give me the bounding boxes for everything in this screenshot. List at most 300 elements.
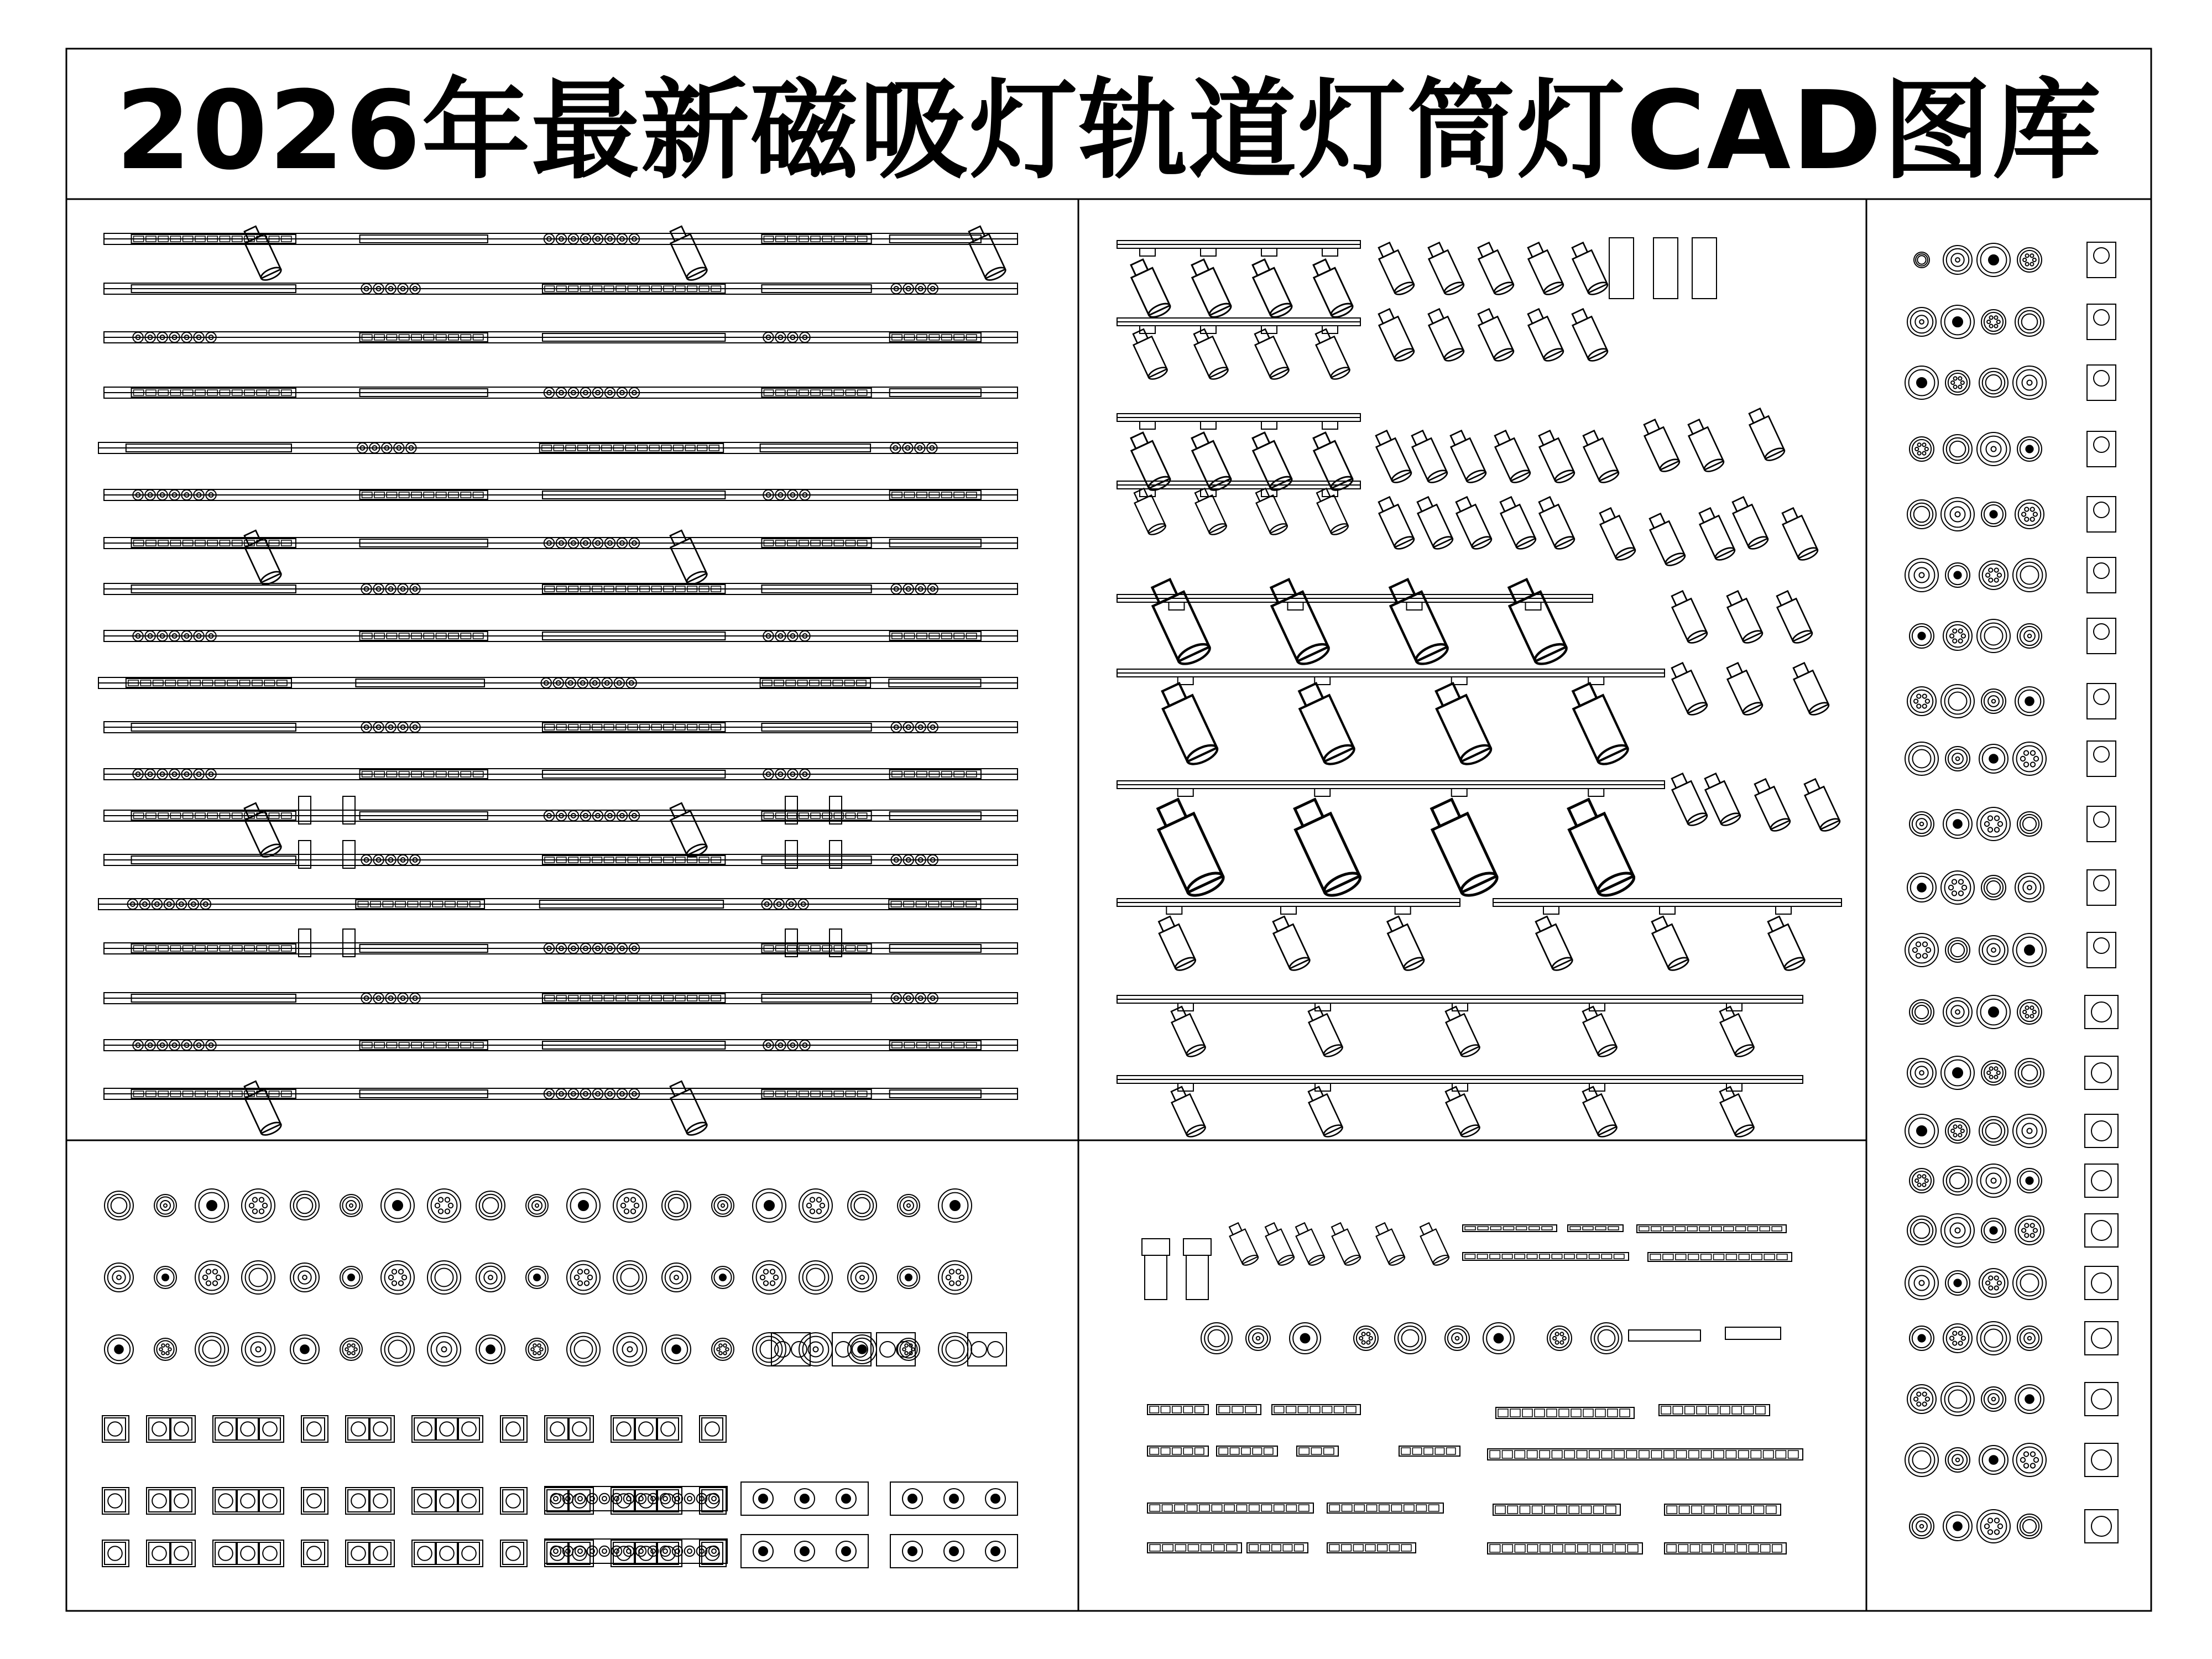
spot-body	[1421, 1229, 1449, 1264]
led-dot	[1959, 639, 1963, 643]
grille-cell	[1342, 1505, 1352, 1511]
loose-spotlight	[1452, 495, 1493, 551]
led-dot	[1954, 1134, 1957, 1137]
led-dot	[1958, 1134, 1961, 1137]
grille-housing	[500, 1540, 527, 1567]
led-dot	[1989, 1276, 1992, 1280]
lens-ring	[709, 1494, 719, 1504]
downlight-lens	[2022, 1124, 2037, 1139]
grille-cell	[1678, 1545, 1688, 1552]
downlight-lens	[1951, 943, 1964, 957]
grille-cell	[1688, 1254, 1699, 1260]
cylinder-lens	[2094, 689, 2109, 705]
spot-body	[1573, 316, 1608, 359]
led-dot	[2026, 254, 2029, 257]
grille-lens	[218, 1546, 233, 1561]
track-spotlight	[1251, 327, 1290, 382]
lens-ring	[880, 1342, 895, 1357]
grille-cell	[1552, 1451, 1562, 1458]
cylinder-lens	[2094, 310, 2109, 325]
downlight-outer	[2017, 1000, 2042, 1024]
downlight-outer	[1905, 1266, 1938, 1300]
grille-housing	[500, 1416, 527, 1442]
led-dot	[445, 1197, 450, 1202]
downlight-ring	[1947, 1001, 1969, 1024]
grille-cell	[1334, 1406, 1344, 1413]
downlight-outer	[1979, 1269, 2008, 1297]
downlight-outer	[1943, 998, 1972, 1026]
downlight-core	[672, 1345, 681, 1354]
grille-housing	[102, 1416, 129, 1442]
led-dot	[439, 1209, 443, 1213]
downlight-core	[1494, 1334, 1504, 1343]
grille-cell	[1261, 1505, 1271, 1511]
square-downlight	[2085, 1114, 2118, 1147]
grille-cell	[1552, 1254, 1562, 1259]
downlight-lens	[2023, 881, 2036, 894]
grille-lens	[440, 1422, 454, 1436]
grille-cell	[1150, 1406, 1159, 1413]
downlight-outer	[381, 1333, 414, 1366]
grille-cell	[1601, 1451, 1611, 1458]
grille-lens	[373, 1422, 388, 1436]
track-spotlight	[1384, 576, 1451, 668]
lens-ring	[685, 1546, 695, 1556]
grille-cell	[1502, 1254, 1512, 1259]
downlight-outer	[1907, 1216, 1936, 1245]
downlight-lens	[807, 1269, 825, 1287]
track-spotlight	[1309, 430, 1354, 493]
grille-cell	[1772, 1545, 1782, 1552]
spot-body	[1479, 316, 1514, 359]
downlight-core	[905, 1274, 912, 1281]
grille-cell	[1490, 1227, 1501, 1230]
led-dot	[1959, 891, 1963, 895]
spot-body	[1569, 813, 1634, 893]
led-dot	[538, 1352, 541, 1355]
loose-spotlight	[1723, 661, 1764, 717]
grille-lens	[218, 1494, 233, 1508]
spot-body	[1379, 316, 1414, 359]
track-spotlight	[1126, 430, 1172, 493]
spot-body	[1418, 504, 1453, 547]
grille-cell	[1756, 1406, 1765, 1414]
grille-cell	[1557, 1506, 1567, 1514]
led-dot	[1961, 1129, 1964, 1133]
track-adapter	[1322, 248, 1338, 256]
grille-cell	[1720, 1406, 1730, 1414]
grille-cell	[1726, 1451, 1736, 1458]
grille-lens	[705, 1422, 719, 1436]
led-dot	[2031, 762, 2035, 766]
loose-spotlight	[1375, 241, 1416, 297]
downlight-outer	[427, 1189, 461, 1222]
downlight-ring	[1984, 1390, 2003, 1408]
square-downlight	[2085, 1266, 2118, 1300]
track-spotlight	[1764, 915, 1806, 973]
grille-cell	[1435, 1448, 1444, 1454]
led-dot	[439, 1197, 443, 1202]
grille-cell	[1195, 1406, 1204, 1413]
downlight-lens	[1914, 1223, 1930, 1239]
downlight-lens	[298, 1271, 311, 1284]
grille-cell	[1564, 1254, 1574, 1259]
grille-cell	[1766, 1506, 1776, 1514]
spot-body	[1429, 250, 1464, 293]
grille-cell	[1704, 1506, 1714, 1514]
led-dot	[764, 1281, 768, 1285]
led-dot	[347, 1352, 351, 1355]
led-dot	[1918, 1183, 1921, 1187]
downlight-core	[1992, 1397, 1996, 1401]
downlight-core	[1917, 1126, 1927, 1136]
square-lens	[2091, 1171, 2111, 1191]
led-dot	[1918, 443, 1921, 446]
grille-cell	[1650, 1254, 1661, 1260]
led-dot	[770, 1269, 775, 1274]
spot-body	[1255, 336, 1288, 377]
magnetic-track-rails-panel	[98, 225, 1018, 1138]
downlight-core	[1989, 1455, 1998, 1464]
grille-cell	[1241, 1448, 1250, 1454]
led-dot	[905, 1352, 908, 1355]
grille-cell	[1245, 1406, 1256, 1413]
downlight-outer	[340, 1338, 362, 1360]
downlight-outer	[1945, 747, 1970, 771]
lens-ring	[896, 1342, 912, 1357]
downlight-ring	[900, 1197, 917, 1214]
led-dot	[1987, 320, 1990, 324]
led-dot	[817, 1197, 821, 1202]
downlight-outer	[1907, 1385, 1936, 1413]
grille-lens	[108, 1546, 122, 1561]
track-adapter	[1526, 602, 1541, 610]
led-dot	[1553, 1337, 1556, 1340]
led-dot	[1961, 634, 1965, 638]
track-adapter	[1201, 421, 1216, 429]
grille-housing	[412, 1540, 483, 1567]
downlight-core	[674, 1275, 679, 1280]
grille-cell	[1183, 1448, 1192, 1454]
grille-cell	[1692, 1506, 1702, 1514]
downlight-lens	[112, 1271, 125, 1284]
spot-body	[1446, 1094, 1479, 1135]
grille-housing	[611, 1416, 682, 1442]
led-dot	[1914, 699, 1918, 703]
grille-core	[759, 1547, 768, 1556]
led-dot	[631, 1209, 635, 1213]
spot-body	[1196, 495, 1227, 533]
track-spotlight	[1190, 327, 1229, 382]
cylinder-lens	[2094, 248, 2109, 263]
downlight-outer	[662, 1263, 691, 1292]
grille-cell	[1299, 1505, 1309, 1511]
grille-cell	[1478, 1227, 1488, 1230]
led-dot	[1953, 1341, 1957, 1345]
downlight-outer	[1941, 498, 1974, 531]
downlight-core	[1920, 822, 1924, 826]
lens-core	[554, 1496, 558, 1501]
downlight-ring	[1983, 939, 2005, 962]
led-dot	[354, 1348, 357, 1351]
downlight-outer	[526, 1338, 548, 1360]
led-dot	[1954, 1125, 1957, 1128]
grille-housing	[412, 1416, 483, 1442]
track-spotlight	[1579, 1085, 1618, 1139]
square-downlight	[2085, 1383, 2118, 1416]
lens-ring	[672, 1494, 682, 1504]
grille-lens	[152, 1494, 166, 1508]
grille-cell	[1237, 1505, 1246, 1511]
led-dot	[1954, 385, 1957, 389]
grille-cell	[1162, 1545, 1173, 1551]
grille-cell	[1664, 1451, 1674, 1458]
led-dot	[216, 1275, 221, 1280]
lens-core	[602, 1549, 607, 1553]
grille-lens	[174, 1546, 189, 1561]
grille-cell	[1353, 1545, 1363, 1551]
loose-spotlight	[1375, 495, 1416, 551]
grille-cell	[1150, 1505, 1160, 1511]
grille-cell	[1490, 1254, 1500, 1259]
grille-cell	[1329, 1505, 1339, 1511]
downlight-outer	[1910, 812, 1934, 836]
grille-cell	[1578, 1545, 1588, 1552]
led-dot	[1954, 377, 1957, 380]
grille-cell	[1565, 1545, 1575, 1552]
downlight-ring	[2017, 370, 2043, 396]
led-dot	[1994, 316, 1997, 319]
track-spotlight	[1131, 487, 1167, 536]
downlight-core	[1955, 512, 1960, 517]
downlight-lens	[1985, 1329, 2003, 1348]
downlight-core	[207, 1201, 217, 1211]
spot-body	[1317, 495, 1348, 533]
spot-body	[1429, 316, 1464, 359]
downlight-core	[860, 1275, 864, 1280]
downlight-core	[1455, 1337, 1459, 1340]
grille-core	[842, 1547, 851, 1556]
led-dot	[631, 1197, 635, 1202]
grille-lens	[550, 1494, 565, 1508]
led-dot	[1988, 1518, 1992, 1522]
grille-cell	[1201, 1545, 1212, 1551]
loose-spotlight	[1745, 406, 1786, 463]
grille-cell	[1520, 1506, 1530, 1514]
track-adapter	[1452, 789, 1467, 796]
loose-spotlight	[1535, 429, 1576, 485]
grille-cell	[1322, 1406, 1332, 1413]
grille-cell	[1272, 1545, 1281, 1551]
downlight-lens	[1598, 1330, 1615, 1347]
led-dot	[2025, 517, 2028, 521]
track-spotlight	[1716, 1005, 1755, 1059]
downlight-outer	[2015, 1058, 2044, 1087]
led-dot	[1952, 879, 1957, 884]
spot-body	[1672, 598, 1707, 641]
led-dot	[719, 1344, 722, 1347]
downlight-outer	[1354, 1326, 1378, 1350]
cylinder-side-view	[1609, 238, 1634, 299]
downlight-outer	[1977, 1164, 2010, 1197]
downlight-core	[2028, 634, 2032, 638]
downlight-core	[302, 1275, 307, 1280]
led-dot	[1915, 447, 1918, 451]
grille-cell	[1663, 1227, 1673, 1231]
downlight-ring	[108, 1266, 131, 1289]
grille-cell	[1401, 1545, 1411, 1551]
grille-cell	[1195, 1448, 1204, 1454]
loose-spotlight	[1729, 495, 1770, 551]
track-spotlight	[1312, 327, 1351, 382]
track-spotlight	[1442, 1085, 1481, 1139]
grille-cell	[1760, 1227, 1770, 1231]
downlight-lens	[2021, 566, 2039, 585]
led-dot	[950, 1281, 954, 1285]
grille-lens	[639, 1422, 653, 1436]
led-dot	[1988, 1530, 1992, 1534]
spot-body	[1332, 1229, 1360, 1264]
downlight-core	[1955, 1228, 1960, 1233]
grille-lens	[108, 1422, 122, 1436]
downlight-outer	[613, 1333, 646, 1366]
grille-cell	[1639, 1451, 1649, 1458]
led-dot	[723, 1352, 727, 1355]
angled-linear	[1725, 1327, 1781, 1339]
downlight-lens	[2022, 314, 2038, 330]
downlight-core	[719, 1274, 726, 1281]
grille-cell	[1570, 1227, 1580, 1230]
downlight-lens	[1914, 568, 1929, 583]
downlight-core	[1301, 1334, 1310, 1343]
wall-spotlight	[1328, 1222, 1361, 1267]
grille-cell	[1199, 1505, 1209, 1511]
grille-core	[800, 1494, 809, 1503]
loose-spotlight	[1668, 771, 1709, 828]
grille-cell	[1172, 1406, 1181, 1413]
led-dot	[2021, 1458, 2025, 1462]
grille-lens	[263, 1546, 277, 1561]
spot-body	[1733, 504, 1768, 547]
downlight-lens	[1987, 881, 2000, 894]
downlight-lens	[1988, 696, 1999, 707]
track-spotlight	[1442, 1005, 1481, 1059]
downlight-lens	[1913, 1451, 1931, 1469]
loose-spotlight	[1524, 241, 1565, 297]
led-dot	[1959, 629, 1963, 633]
led-dot	[1922, 452, 1926, 455]
led-dot	[1917, 1402, 1921, 1406]
grille-cell	[1510, 1409, 1520, 1417]
grille-cell	[1663, 1254, 1673, 1260]
led-dot	[719, 1352, 722, 1355]
led-dot	[166, 1344, 169, 1347]
led-dot	[2023, 1010, 2026, 1014]
square-downlight	[2085, 1214, 2118, 1247]
square-lens	[2091, 1516, 2111, 1536]
led-dot	[1961, 1336, 1965, 1340]
downlight-outer	[2017, 812, 2042, 836]
led-dot	[817, 1209, 821, 1213]
grille-core	[991, 1494, 1000, 1503]
grille-cell	[1366, 1505, 1376, 1511]
grille-cell	[1639, 1227, 1649, 1231]
downlight-outer	[1941, 871, 1974, 904]
grille-cell	[1547, 1409, 1557, 1417]
downlight-outer	[2013, 742, 2046, 775]
track-adapter	[1288, 602, 1303, 610]
square-lens	[2091, 1450, 2111, 1470]
led-dot	[1950, 634, 1954, 638]
led-dot	[1959, 1331, 1963, 1335]
downlight-lens	[1949, 692, 1967, 711]
downlight-lens	[1253, 1333, 1264, 1344]
grille-housing	[213, 1540, 284, 1567]
downlight-outer	[195, 1333, 228, 1366]
grille-lens	[174, 1494, 189, 1508]
lens-core	[712, 1496, 716, 1501]
grille-cell	[1577, 1451, 1587, 1458]
grille-cell	[1717, 1506, 1726, 1514]
led-dot	[1995, 1530, 1999, 1534]
downlight-lens	[2022, 375, 2037, 390]
spot-body	[1135, 495, 1166, 533]
square-downlight	[2085, 995, 2118, 1029]
downlight-core	[162, 1274, 169, 1281]
track-spotlight	[1167, 1005, 1207, 1059]
track-spotlight	[1503, 576, 1569, 668]
led-dot	[621, 1203, 625, 1208]
downlight-core	[1953, 820, 1962, 828]
grille-cell	[1404, 1505, 1414, 1511]
downlight-outer	[195, 1261, 228, 1294]
downlight-outer	[2013, 1443, 2046, 1477]
spot-body	[1750, 416, 1785, 458]
loose-spotlight	[1568, 307, 1609, 363]
lens-ring	[636, 1494, 646, 1504]
downlight-outer	[2013, 366, 2046, 399]
spot-body	[1528, 316, 1563, 359]
downlight-lens	[1917, 255, 1926, 264]
grille-cell	[1503, 1545, 1513, 1552]
downlight-core	[1991, 948, 1996, 952]
downlight-outer	[154, 1338, 176, 1360]
grille-cell	[1594, 1506, 1604, 1514]
led-dot	[1923, 953, 1927, 958]
grille-cell	[1162, 1505, 1172, 1511]
led-dot	[259, 1209, 264, 1213]
led-dot	[1560, 1332, 1563, 1335]
downlight-outer	[2015, 1216, 2044, 1245]
downlight-lens	[1915, 1005, 1928, 1019]
downlight-core	[349, 1204, 353, 1207]
downlight-lens	[251, 1342, 266, 1357]
led-dot	[213, 1269, 217, 1274]
downlight-outer	[340, 1194, 362, 1217]
downlight-ring	[1911, 1062, 1933, 1084]
track-spotlight	[1647, 915, 1690, 973]
downlight-lens	[670, 1271, 682, 1284]
grille-cell	[1724, 1227, 1734, 1231]
downlight-core	[300, 1345, 309, 1354]
downlight-lens	[1913, 750, 1931, 768]
led-dot	[1997, 573, 2001, 577]
downlight-outer	[242, 1261, 275, 1294]
downlight-core	[1955, 1010, 1960, 1014]
downlight-lens	[1402, 1330, 1419, 1347]
downlight-core	[2026, 445, 2033, 452]
led-dot	[585, 1281, 589, 1285]
